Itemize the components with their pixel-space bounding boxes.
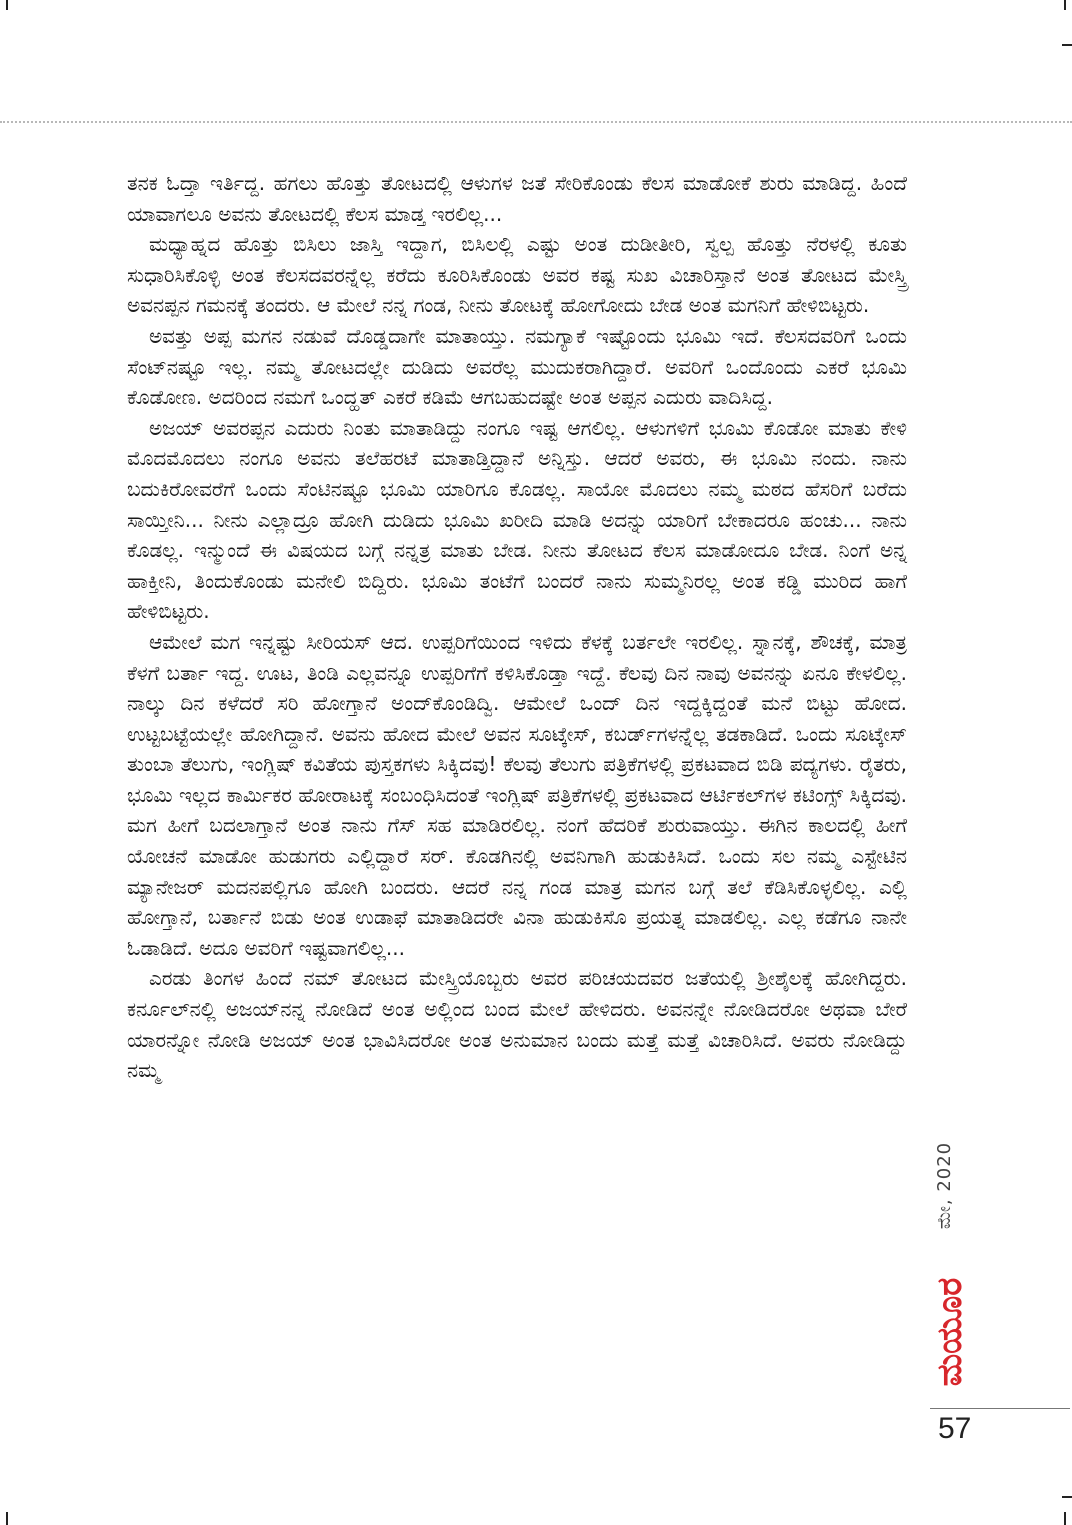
magazine-logo [928, 1262, 972, 1402]
paragraph: ಅಜಯ್ ಅವರಪ್ಪನ ಎದುರು ನಿಂತು ಮಾತಾಡಿದ್ದು ನಂಗೂ ಇಷ್ಟ ಆಗಲಿಲ್ಲ. ಆಳುಗಳಿಗೆ ಭೂಮಿ ಕೊಡೋ ಮಾತು ಕೇಳಿ ಮೊದಮೊದಲು ನಂಗೂ ಅವನು ತಲೆಹರಟೆ ಮಾತಾಡ್ತಿದ್ದಾನೆ ಅನ್ನಿಸ್ತು. ಆದರೆ ಅವರು, ಈ ಭೂಮಿ ನಂದು. ನಾನು ಬದುಕಿರೋವರೆಗೆ ಒಂದು ಸೆಂಟಿನಷ್ಟೂ ಭೂಮಿ ಯಾರಿಗೂ ಕೊಡಲ್ಲ. ಸಾಯೋ ಮೊದಲು ನಮ್ಮ ಮಠದ ಹೆಸರಿಗೆ ಬರೆದು ಸಾಯ್ತೀನಿ... ನೀನು ಎಲ್ಲಾದ್ರೂ ಹೋಗಿ ದುಡಿದು ಭೂಮಿ ಖರೀದಿ ಮಾಡಿ ಅದನ್ನು ಯಾರಿಗೆ ಬೇಕಾದರೂ ಹಂಚು... ನಾನು ಕೊಡಲ್ಲ. ಇನ್ಮುಂದೆ ಈ ವಿಷಯದ ಬಗ್ಗೆ ನನ್ನತ್ರ ಮಾತು ಬೇಡ. ನೀನು ತೋಟದ ಕೆಲಸ ಮಾಡೋದೂ ಬೇಡ. ನಿಂಗೆ ಅನ್ನ ಹಾಕ್ತೀನಿ, ತಿಂದುಕೊಂಡು ಮನೇಲಿ ಬಿದ್ದಿರು. ಭೂಮಿ ತಂಟೆಗೆ ಬಂದರೆ ನಾನು ಸುಮ್ಮನಿರಲ್ಲ ಅಂತ ಕಡ್ಡಿ ಮುರಿದ ಹಾಗೆ ಹೇಳಿಬಿಟ್ಟರು. [127, 415, 907, 624]
footer-rule [930, 1408, 1070, 1409]
crop-mark-right-lower [1062, 1496, 1072, 1498]
paragraph: ತನಕ ಓದ್ತಾ ಇರ್ತಿದ್ದ. ಹಗಲು ಹೊತ್ತು ತೋಟದಲ್ಲಿ ಆಳುಗಳ ಜತೆ ಸೇರಿಕೊಂಡು ಕೆಲಸ ಮಾಡೋಕೆ ಶುರು ಮಾಡಿದ್ದ. ಹಿಂದೆ ಯಾವಾಗಲೂ ಅವನು ತೋಟದಲ್ಲಿ ಕೆಲಸ ಮಾಡ್ತ ಇರಲಿಲ್ಲ... [127, 171, 907, 226]
issue-date-text: ಮೇ, 2020 [934, 1141, 956, 1229]
issue-date [925, 1130, 965, 1240]
paragraph: ಮಧ್ಯಾಹ್ನದ ಹೊತ್ತು ಬಿಸಿಲು ಜಾಸ್ತಿ ಇದ್ದಾಗ, ಬಿಸಿಲಲ್ಲಿ ಎಷ್ಟು ಅಂತ ದುಡೀತೀರಿ, ಸ್ವಲ್ಪ ಹೊತ್ತು ನೆರಳಲ್ಲಿ ಕೂತು ಸುಧಾರಿಸಿಕೊಳ್ಳಿ ಅಂತ ಕೆಲಸದವರನ್ನೆಲ್ಲ ಕರೆದು ಕೂರಿಸಿಕೊಂಡು ಅವರ ಕಷ್ಟ ಸುಖ ವಿಚಾರಿಸ್ತಾನೆ ಅಂತ ತೋಟದ ಮೇಸ್ತ್ರಿ ಅವನಪ್ಪನ ಗಮನಕ್ಕೆ ತಂದರು. ಆ ಮೇಲೆ ನನ್ನ ಗಂಡ, ನೀನು ತೋಟಕ್ಕೆ ಹೋಗೋದು ಬೇಡ ಅಂತ ಮಗನಿಗೆ ಹೇಳಿಬಿಟ್ಟರು. [127, 232, 907, 318]
magazine-logo-text: ಮಯೂರ [930, 1277, 970, 1387]
header-dotted-rule [0, 121, 1072, 123]
crop-mark-right-upper [1062, 44, 1072, 46]
paragraph: ಅವತ್ತು ಅಪ್ಪ ಮಗನ ನಡುವೆ ದೊಡ್ಡದಾಗೇ ಮಾತಾಯ್ತು. ನಮಗ್ಯಾಕೆ ಇಷ್ಟೊಂದು ಭೂಮಿ ಇದೆ. ಕೆಲಸದವರಿಗೆ ಒಂದು ಸೆಂಟ್‌ನಷ್ಟೂ ಇಲ್ಲ. ನಮ್ಮ ತೋಟದಲ್ಲೇ ದುಡಿದು ಅವರೆಲ್ಲ ಮುದುಕರಾಗಿದ್ದಾರೆ. ಅವರಿಗೆ ಒಂದೊಂದು ಎಕರೆ ಭೂಮಿ ಕೊಡೋಣ. ಅದರಿಂದ ನಮಗೆ ಒಂದ್ಹತ್ ಎಕರೆ ಕಡಿಮೆ ಆಗಬಹುದಷ್ಟೇ ಅಂತ ಅಪ್ಪನ ಎದುರು ವಾದಿಸಿದ್ದ. [127, 323, 907, 410]
crop-mark-top-left [6, 0, 8, 10]
crop-mark-bottom-left [6, 1512, 8, 1525]
page-number: 57 [938, 1412, 972, 1445]
crop-mark-bottom-right [1064, 1512, 1066, 1525]
paragraph: ಆಮೇಲೆ ಮಗ ಇನ್ನಷ್ಟು ಸೀರಿಯಸ್ ಆದ. ಉಪ್ಪರಿಗೆಯಿಂದ ಇಳಿದು ಕೆಳಕ್ಕೆ ಬರ್ತಲೇ ಇರಲಿಲ್ಲ. ಸ್ನಾನಕ್ಕೆ, ಶೌಚಕ್ಕೆ, ಮಾತ್ರ ಕೆಳಗೆ ಬರ್ತಾ ಇದ್ದ. ಊಟ, ತಿಂಡಿ ಎಲ್ಲವನ್ನೂ ಉಪ್ಪರಿಗೆಗೆ ಕಳಿಸಿಕೊಡ್ತಾ ಇದ್ದೆ. ಕೆಲವು ದಿನ ನಾವು ಅವನನ್ನು ಏನೂ ಕೇಳಲಿಲ್ಲ. ನಾಲ್ಕು ದಿನ ಕಳೆದರೆ ಸರಿ ಹೋಗ್ತಾನೆ ಅಂದ್‌ಕೊಂಡಿದ್ವಿ. ಆಮೇಲೆ ಒಂದ್ ದಿನ ಇದ್ದಕ್ಕಿದ್ದಂತೆ ಮನೆ ಬಿಟ್ಟು ಹೋದ. ಉಟ್ಟಬಟ್ಟೆಯಲ್ಲೇ ಹೋಗಿದ್ದಾನೆ. ಅವನು ಹೋದ ಮೇಲೆ ಅವನ ಸೂಟ್ಕೇಸ್, ಕಬರ್ಡ್‌ಗಳನ್ನೆಲ್ಲ ತಡಕಾಡಿದೆ. ಒಂದು ಸೂಟ್ಕೇಸ್ ತುಂಬಾ ತೆಲುಗು, ಇಂಗ್ಲಿಷ್ ಕವಿತೆಯ ಪುಸ್ತಕಗಳು ಸಿಕ್ಕಿದವು! ಕೆಲವು ತೆಲುಗು ಪತ್ರಿಕೆಗಳಲ್ಲಿ ಪ್ರಕಟವಾದ ಬಿಡಿ ಪದ್ಯಗಳು. ರೈತರು, ಭೂಮಿ ಇಲ್ಲದ ಕಾರ್ಮಿಕರ ಹೋರಾಟಕ್ಕೆ ಸಂಬಂಧಿಸಿದಂತೆ ಇಂಗ್ಲಿಷ್ ಪತ್ರಿಕೆಗಳಲ್ಲಿ ಪ್ರಕಟವಾದ ಆರ್ಟಿಕಲ್‌ಗಳ ಕಟಿಂಗ್ಸ್ ಸಿಕ್ಕಿದವು. ಮಗ ಹೀಗೆ ಬದಲಾಗ್ತಾನೆ ಅಂತ ನಾನು ಗೆಸ್ ಸಹ ಮಾಡಿರಲಿಲ್ಲ. ನಂಗೆ ಹೆದರಿಕೆ ಶುರುವಾಯ್ತು. ಈಗಿನ ಕಾಲದಲ್ಲಿ ಹೀಗೆ ಯೋಚನೆ ಮಾಡೋ ಹುಡುಗರು ಎಲ್ಲಿದ್ದಾರೆ ಸರ್. ಕೊಡಗಿನಲ್ಲಿ ಅವನಿಗಾಗಿ ಹುಡುಕಿಸಿದೆ. ಒಂದು ಸಲ ನಮ್ಮ ಎಸ್ಟೇಟಿನ ಮ್ಯಾನೇಜರ್ ಮದನಪಲ್ಲಿಗೂ ಹೋಗಿ ಬಂದರು. ಆದರೆ ನನ್ನ ಗಂಡ ಮಾತ್ರ ಮಗನ ಬಗ್ಗೆ ತಲೆ ಕೆಡಿಸಿಕೊಳ್ಳಲಿಲ್ಲ. ಎಲ್ಲಿ ಹೋಗ್ತಾನೆ, ಬರ್ತಾನೆ ಬಿಡು ಅಂತ ಉಡಾಫೆ ಮಾತಾಡಿದರೇ ವಿನಾ ಹುಡುಕಿಸೊ ಪ್ರಯತ್ನ ಮಾಡಲಿಲ್ಲ. ಎಲ್ಲ ಕಡೆಗೂ ನಾನೇ ಓಡಾಡಿದೆ. ಅದೂ ಅವರಿಗೆ ಇಷ್ಟವಾಗಲಿಲ್ಲ... [127, 629, 907, 960]
article-body [127, 168, 907, 1086]
paragraph: ಎರಡು ತಿಂಗಳ ಹಿಂದೆ ನಮ್ ತೋಟದ ಮೇಸ್ತ್ರಿಯೊಬ್ಬರು ಅವರ ಪರಿಚಯದವರ ಜತೆಯಲ್ಲಿ ಶ್ರೀಶೈಲಕ್ಕೆ ಹೋಗಿದ್ದರು. ಕರ್ನೂಲ್‌ನಲ್ಲಿ ಅಜಯ್‌ನನ್ನ ನೋಡಿದೆ ಅಂತ ಅಲ್ಲಿಂದ ಬಂದ ಮೇಲೆ ಹೇಳಿದರು. ಅವನನ್ನೇ ನೋಡಿದರೋ ಅಥವಾ ಬೇರೆ ಯಾರನ್ನೋ ನೋಡಿ ಅಜಯ್ ಅಂತ ಭಾವಿಸಿದರೋ ಅಂತ ಅನುಮಾನ ಬಂದು ಮತ್ತೆ ಮತ್ತೆ ವಿಚಾರಿಸಿದೆ. ಅವರು ನೋಡಿದ್ದು ನಮ್ಮ [127, 966, 907, 1083]
crop-mark-top-right [1064, 0, 1066, 10]
